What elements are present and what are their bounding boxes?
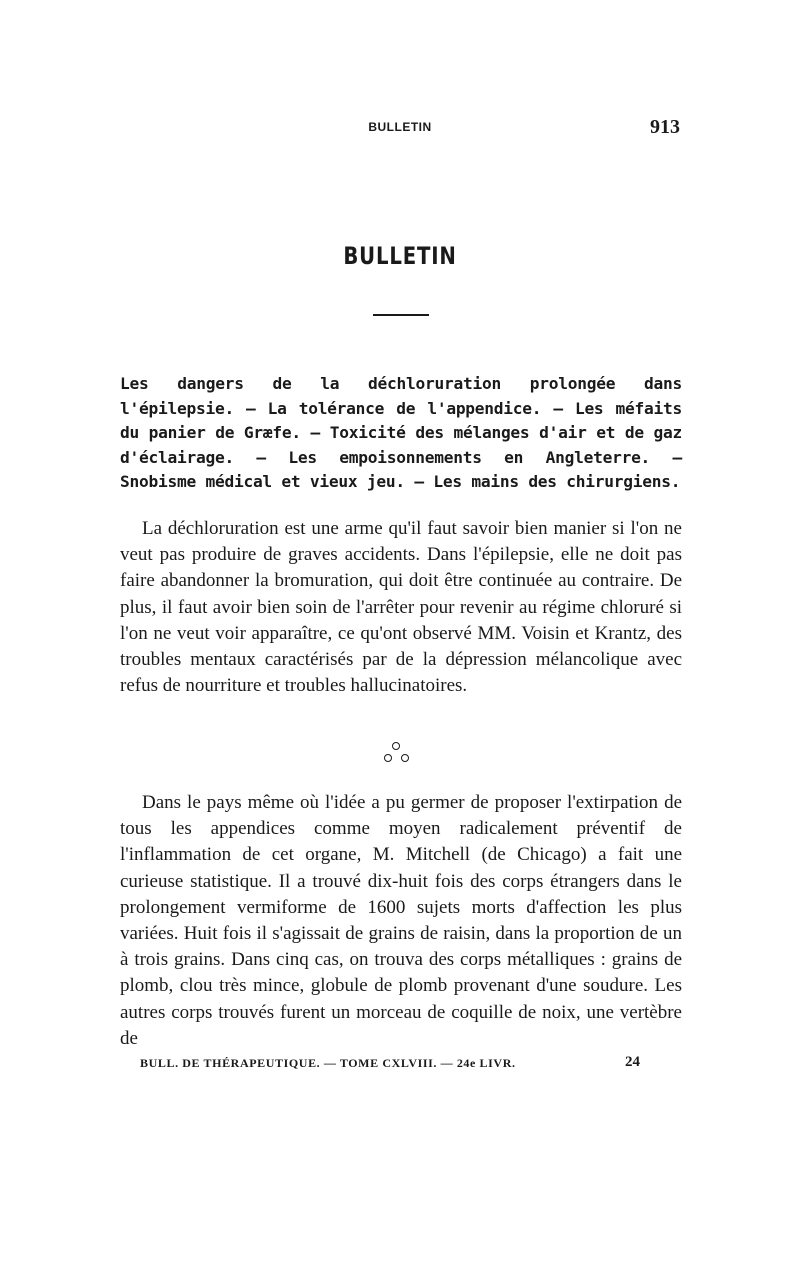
footer-signature-number: 24 <box>625 1054 640 1070</box>
footer-citation: BULL. DE THÉRAPEUTIQUE. — TOME CXLVIII. — 24e LIVR. <box>140 1056 516 1070</box>
asterism-dot <box>401 754 409 762</box>
body-paragraph-2: Dans le pays même où l'idée a pu germer de proposer l'extirpation de tous les appendices comme moyen radicalement préventif de l'inflammation de cet organe, M. Mitchell (de Chicago) a fait une curieuse statistique. Il a trouvé dix-huit fois des corps étrangers dans le prolongement vermiforme de 1600 sujets morts d'affection les plus variées. Huit fois il s'agissait de grains de raisin, dans la proportion de un à trois grains. Dans cinq cas, on trouva des corps métalliques : grains de plomb, clou très mince, globule de plomb provenant d'une soudure. Les autres corps trouvés furent un morceau de coquille de noix, une vertèbre de <box>120 792 682 1049</box>
asterism-dot <box>392 742 400 750</box>
asterism-dot <box>384 754 392 762</box>
body-paragraph-1: La déchloruration est une arme qu'il faut savoir bien manier si l'on ne veut pas produire de graves accidents. Dans l'épilepsie, elle ne doit pas faire abandonner la bromuration, qui doit être continuée au contraire. De plus, il faut avoir bien soin de l'arrêter pour revenir au régime chloruré si l'on ne veut voir apparaître, ce qu'ont observé MM. Voisin et Krantz, des troubles mentaux caractérisés par de la dépression mélancolique avec refus de nourriture et troubles hallucinatoires. <box>120 518 682 697</box>
summary-paragraph: Les dangers de la déchloruration prolongée dans l'épilepsie. — La tolérance de l'appendice. — Les méfaits du panier de Græfe. — Toxicité des mélanges d'air et de gaz d'éclairage. — Les empoisonnements en Angleterre. — Snobisme médical et vieux jeu. — Les mains des chirurgiens. <box>120 374 682 492</box>
page-footer <box>140 1056 640 1076</box>
running-title: BULLETIN <box>368 120 432 134</box>
running-head <box>120 118 680 138</box>
asterism-divider <box>375 740 415 770</box>
page-title: BULLETIN <box>343 242 457 270</box>
page-number: 913 <box>650 116 680 138</box>
title-rule <box>373 314 429 316</box>
